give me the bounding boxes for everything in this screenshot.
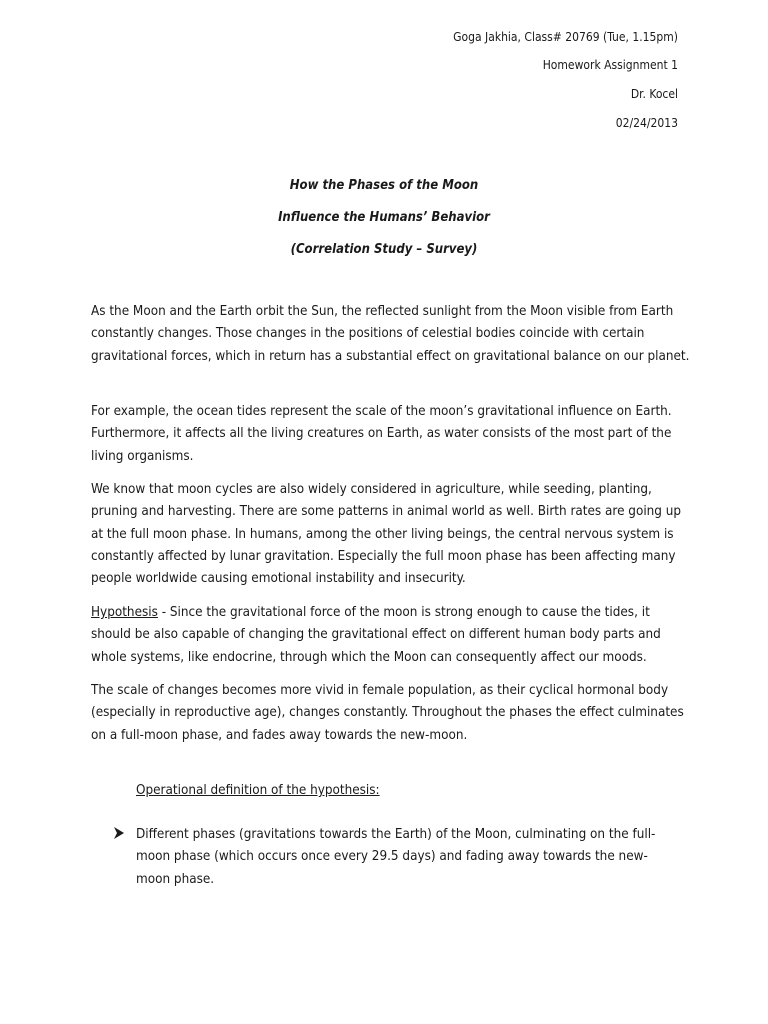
paragraph-1-text: As the Moon and the Earth orbit the Sun, the reflected sunlight from the Moon visible from Earth constantly changes. Those changes in the positions of celestial bodies coincide with certain gravitational forces, which in return has a substantial effect on gravitational balance on our planet. (91, 304, 690, 364)
hypothesis-label: Hypothesis (91, 605, 158, 620)
paragraph-1 (91, 301, 691, 368)
paragraph-3-text: We know that moon cycles are also widely considered in agriculture, while seeding, planting, pruning and harvesting. There are some patterns in animal world as well. Birth rates are going up at the full moon phase. In humans, among the other living beings, the central nervous system is constantly affected by lunar gravitation. Especially the full moon phase has been affecting many people worldwide causing emotional instability and insecurity. (91, 482, 682, 587)
instructor-line: Dr. Kocel (630, 87, 678, 101)
title-line-3: (Correlation Study – Survey) (290, 242, 478, 257)
paragraph-2-text: For example, the ocean tides represent the scale of the moon’s gravitational influence on Earth. Furthermore, it affects all the living creatures on Earth, as water consists of the most part of the living organisms. (91, 404, 672, 464)
operational-definition-heading: Operational definition of the hypothesis: (136, 783, 380, 798)
author-line: Goga Jakhia, Class# 20769 (Tue, 1.15pm) (453, 30, 678, 44)
date-line: 02/24/2013 (615, 116, 678, 130)
hypothesis-paragraph (91, 602, 691, 669)
arrow-bullet-icon (113, 826, 125, 840)
paragraph-2 (91, 401, 691, 468)
hypothesis-paragraph-text (91, 602, 691, 669)
paragraph-5-text: The scale of changes becomes more vivid in female population, as their cyclical hormonal body (especially in reproductive age), changes constantly. Throughout the phases the effect culminates on a full-moon phase, and fades away towards the new-moon. (91, 683, 684, 743)
assignment-line: Homework Assignment 1 (542, 58, 678, 72)
title-line-2: Influence the Humans’ Behavior (278, 210, 490, 225)
paragraph-5 (91, 680, 691, 747)
bullet-item-1: Different phases (gravitations towards the Earth) of the Moon, culminating on the full-moon phase (which occurs once every 29.5 days) and fading away towards the new-moon phase. (136, 827, 656, 887)
title-line-1: How the Phases of the Moon (289, 178, 479, 193)
paragraph-3 (91, 479, 691, 590)
hypothesis-text: - Since the gravitational force of the moon is strong enough to cause the tides, it should be also capable of changing the gravitational effect on different human body parts and whole systems, like endocrine, through which the Moon can consequently affect our moods. (91, 605, 661, 665)
